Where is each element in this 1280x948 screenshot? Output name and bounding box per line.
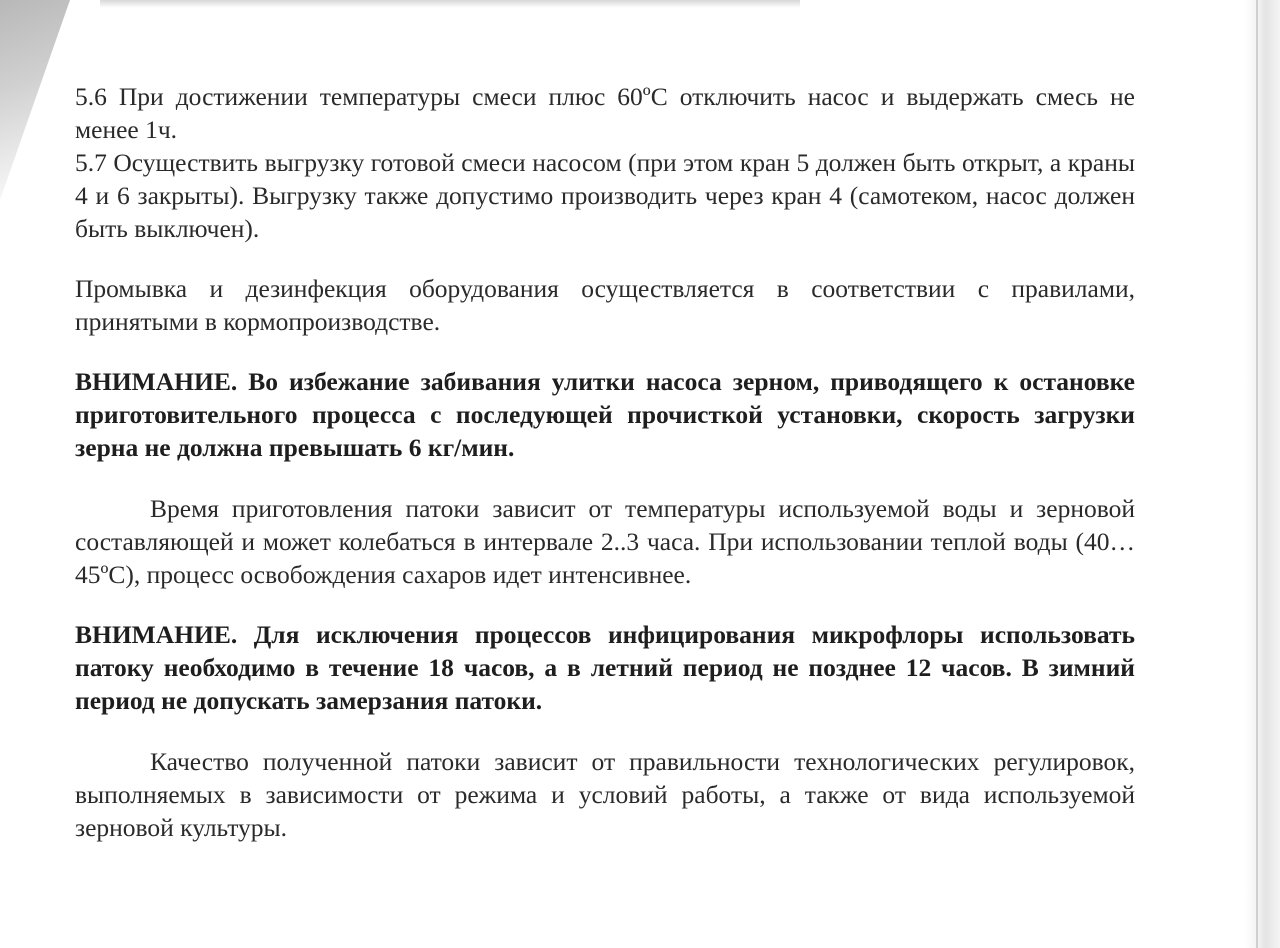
paragraph-preparation-time: Время приготовления патоки зависит от температуры используемой воды и зерновой составляющей и может колебаться в интервале 2..3 часа. При использовании теплой воды (40…45ºС), процесс освобождения сахаров идет интенсивнее. <box>75 494 1135 589</box>
right-edge-line <box>1256 0 1258 948</box>
warning-microflora: ВНИМАНИЕ. Для исключения процессов инфицирования микрофлоры использовать патоку необходимо в течение 18 часов, а в летний период не позднее 12 часов. В зимний период не допускать замерзания патоки. <box>75 620 1135 715</box>
warning-grain-loading: ВНИМАНИЕ. Во избежание забивания улитки насоса зерном, приводящего к остановке приготовительного процесса с последующей прочисткой установки, скорость загрузки зерна не должна превышать 6 кг/мин. <box>75 367 1135 462</box>
paragraph-5-7: 5.7 Осуществить выгрузку готовой смеси насосом (при этом кран 5 должен быть открыт, а краны 4 и 6 закрыты). Выгрузку также допустимо производить через кран 4 (самотеком, насос должен быть выключен). <box>75 148 1135 243</box>
right-scan-edge <box>1244 0 1280 948</box>
paragraph-quality: Качество полученной патоки зависит от правильности технологических регулировок, выполняемых в зависимости от режима и условий работы, а также от вида используемой зерновой культуры. <box>75 747 1135 842</box>
document-body <box>75 80 1135 844</box>
paragraph-washing: Промывка и дезинфекция оборудования осуществляется в соответствии с правилами, принятыми в кормопроизводстве. <box>75 274 1135 336</box>
page-fold-shadow <box>0 0 70 200</box>
top-scan-shadow <box>100 0 800 8</box>
paragraph-5-6: 5.6 При достижении температуры смеси плюс 60ºС отключить насос и выдержать смесь не менее 1ч. <box>75 82 1135 144</box>
